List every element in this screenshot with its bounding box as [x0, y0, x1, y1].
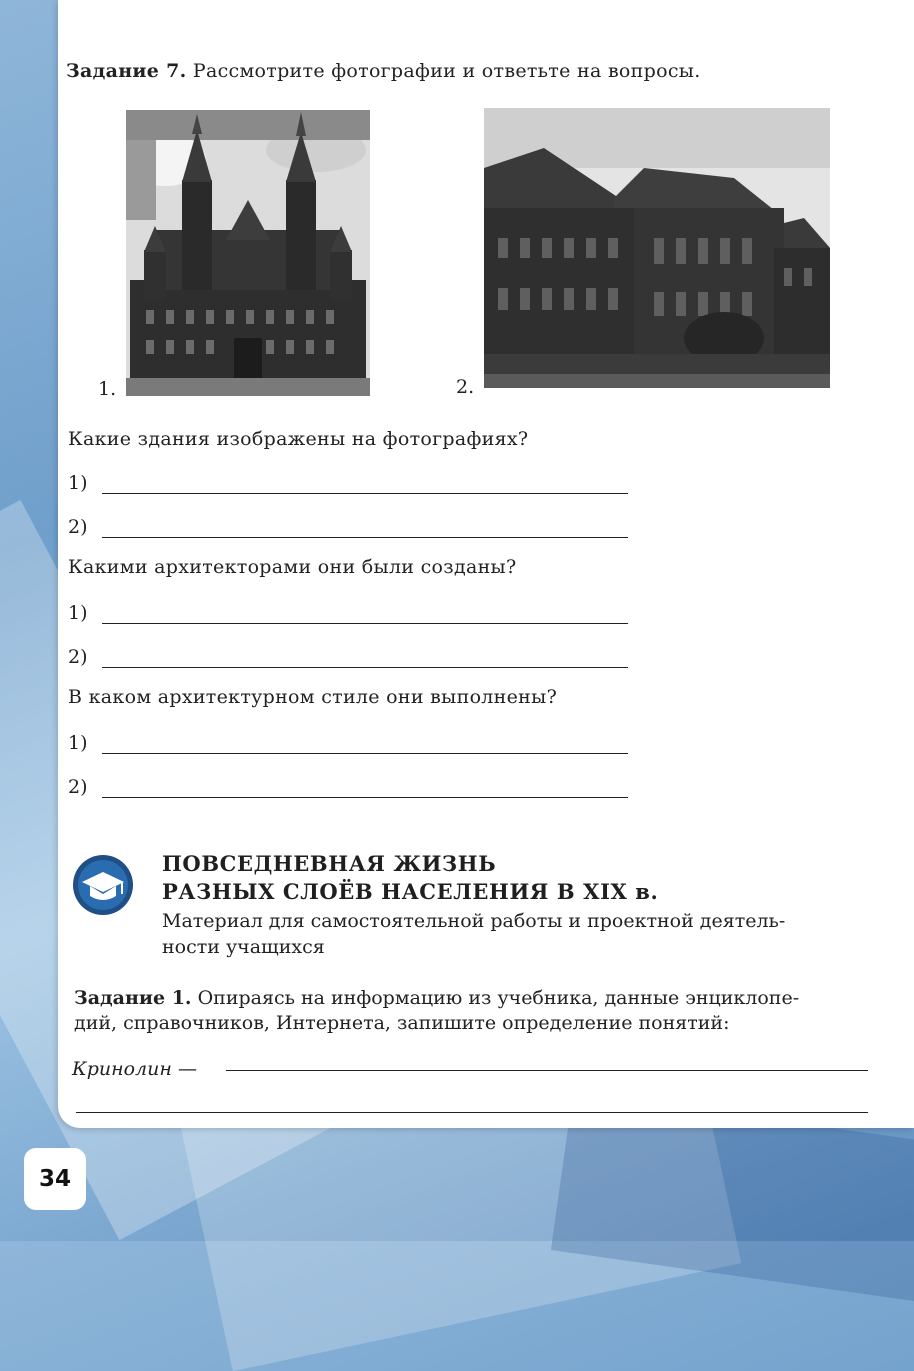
answer-underline	[102, 493, 628, 494]
answer-line[interactable]	[68, 516, 628, 542]
task7-label: Задание 7.	[66, 60, 187, 82]
task1-line: Опираясь на информацию из учебника, данные энциклопе-	[197, 987, 800, 1009]
page-number: 34	[24, 1148, 86, 1210]
graduation-cap-icon	[72, 854, 134, 916]
photo-city-duma	[484, 108, 830, 388]
answer-underline	[102, 623, 628, 624]
section-subtitle	[162, 908, 882, 960]
task1-text	[74, 986, 874, 1036]
definition-line[interactable]	[226, 1070, 868, 1071]
definition-line[interactable]	[76, 1112, 868, 1113]
task7-text: Рассмотрите фотографии и ответьте на вопросы.	[192, 60, 701, 82]
section-title-line: РАЗНЫХ СЛОЁВ НАСЕЛЕНИЯ В XIX в.	[162, 879, 659, 904]
answer-number: 1)	[68, 602, 88, 624]
answer-number: 2)	[68, 776, 88, 798]
photo2-label: 2.	[456, 376, 475, 398]
answer-underline	[102, 537, 628, 538]
section-subtitle-line: ности учащихся	[162, 936, 325, 958]
answer-number: 1)	[68, 732, 88, 754]
answer-number: 2)	[68, 516, 88, 538]
answer-number: 2)	[68, 646, 88, 668]
answer-underline	[102, 753, 628, 754]
question-architects: Какими архитекторами они были созданы?	[68, 556, 517, 578]
answer-number: 1)	[68, 472, 88, 494]
section-subtitle-line: Материал для самостоятельной работы и проектной деятель-	[162, 910, 786, 932]
question-style: В каком архитектурном стиле они выполнены?	[68, 686, 558, 708]
workbook-page	[58, 0, 914, 1128]
answer-line[interactable]	[68, 602, 628, 628]
answer-line[interactable]	[68, 646, 628, 672]
section-title-line: ПОВСЕДНЕВНАЯ ЖИЗНЬ	[162, 851, 497, 876]
task7-heading	[66, 60, 701, 82]
task1-label: Задание 1.	[74, 987, 192, 1009]
answer-underline	[102, 797, 628, 798]
photo-historical-museum	[126, 110, 370, 396]
task1-line: дий, справочников, Интернета, запишите определение понятий:	[74, 1012, 730, 1034]
term-krinolin: Кринолин —	[72, 1058, 197, 1080]
answer-line[interactable]	[68, 472, 628, 498]
section-title	[162, 850, 658, 906]
question-buildings: Какие здания изображены на фотографиях?	[68, 428, 529, 450]
photo1-label: 1.	[98, 378, 117, 400]
answer-line[interactable]	[68, 732, 628, 758]
answer-line[interactable]	[68, 776, 628, 802]
answer-underline	[102, 667, 628, 668]
